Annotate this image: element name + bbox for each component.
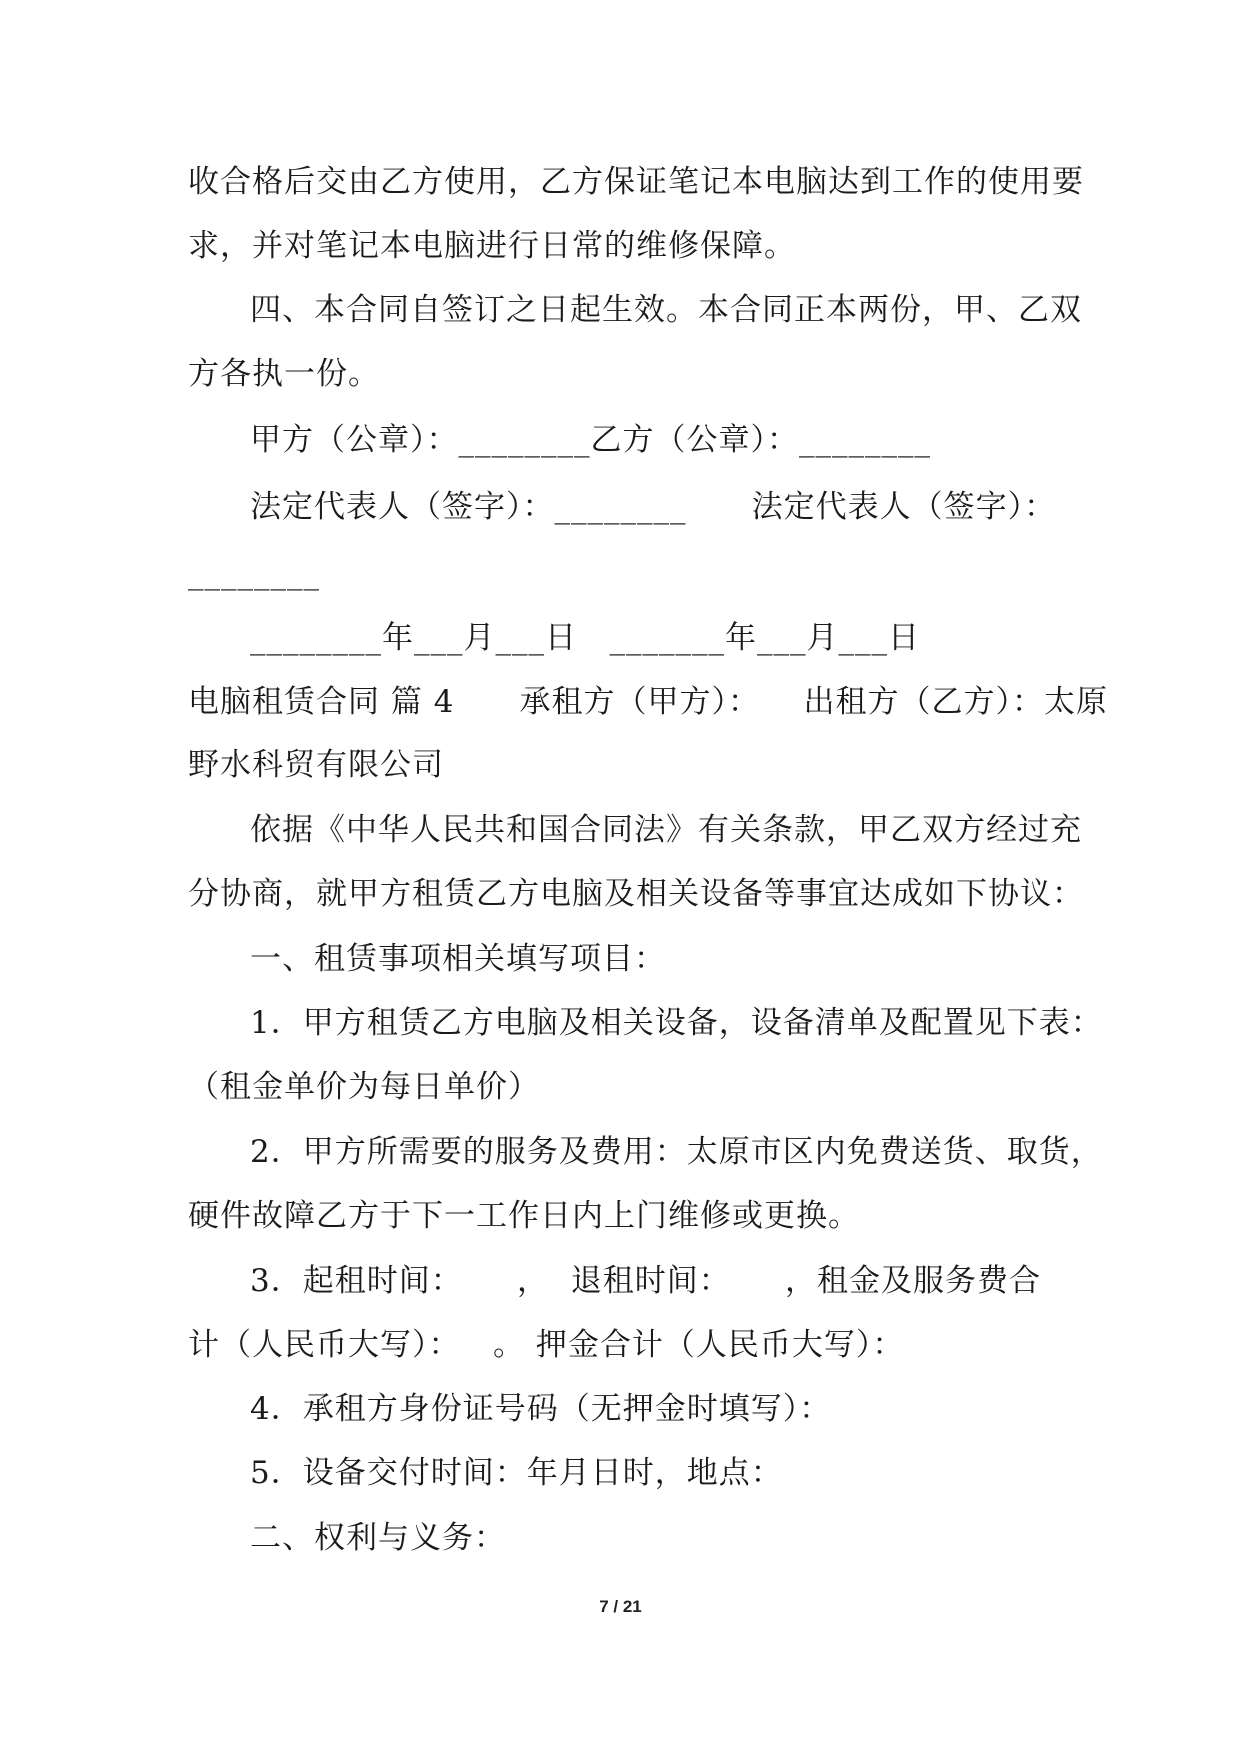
section-heading: 电脑租赁合同 篇 4 承租方（甲方）： 出租方（乙方）：太原 <box>188 684 1108 720</box>
text-line: 1．甲方租赁乙方电脑及相关设备，设备清单及配置见下表： <box>250 1005 1103 1041</box>
text-line: （租金单价为每日单价） <box>188 1069 540 1105</box>
signature-blank: ________ <box>188 555 320 591</box>
date-line: ________年___月___日 _______年___月___日 <box>250 620 921 656</box>
clause-heading: 一、租赁事项相关填写项目： <box>250 941 666 977</box>
text-line: 2．甲方所需要的服务及费用：太原市区内免费送货、取货， <box>250 1134 1103 1170</box>
text-line: 方各执一份。 <box>188 356 380 392</box>
text-line: 4．承租方身份证号码（无押金时填写）： <box>250 1391 832 1427</box>
text-line: 收合格后交由乙方使用，乙方保证笔记本电脑达到工作的使用要 <box>188 164 1084 200</box>
text-line: 分协商，就甲方租赁乙方电脑及相关设备等事宜达成如下协议： <box>188 876 1084 912</box>
signature-line-party-a-b: 甲方（公章）：________乙方（公章）：________ <box>250 422 931 458</box>
clause-heading: 二、权利与义务： <box>250 1520 506 1556</box>
page-number: 7 / 21 <box>599 1597 642 1616</box>
text-line: 依据《中华人民共和国合同法》有关条款，甲乙双方经过充 <box>250 812 1082 848</box>
text-line: 野水科贸有限公司 <box>188 747 444 783</box>
text-line: 3．起租时间： ， 退租时间： ，租金及服务费合 <box>250 1263 1041 1299</box>
signature-line-representative: 法定代表人（签字）：________ 法定代表人（签字）： <box>250 489 1057 525</box>
text-line: 5．设备交付时间：年月日时，地点： <box>250 1455 783 1491</box>
text-line: 求，并对笔记本电脑进行日常的维修保障。 <box>188 228 796 264</box>
text-line: 计（人民币大写）： 。 押金合计（人民币大写）： <box>188 1327 905 1363</box>
text-line: 硬件故障乙方于下一工作日内上门维修或更换。 <box>188 1198 860 1234</box>
text-line: 四、本合同自签订之日起生效。本合同正本两份，甲、乙双 <box>250 292 1082 328</box>
